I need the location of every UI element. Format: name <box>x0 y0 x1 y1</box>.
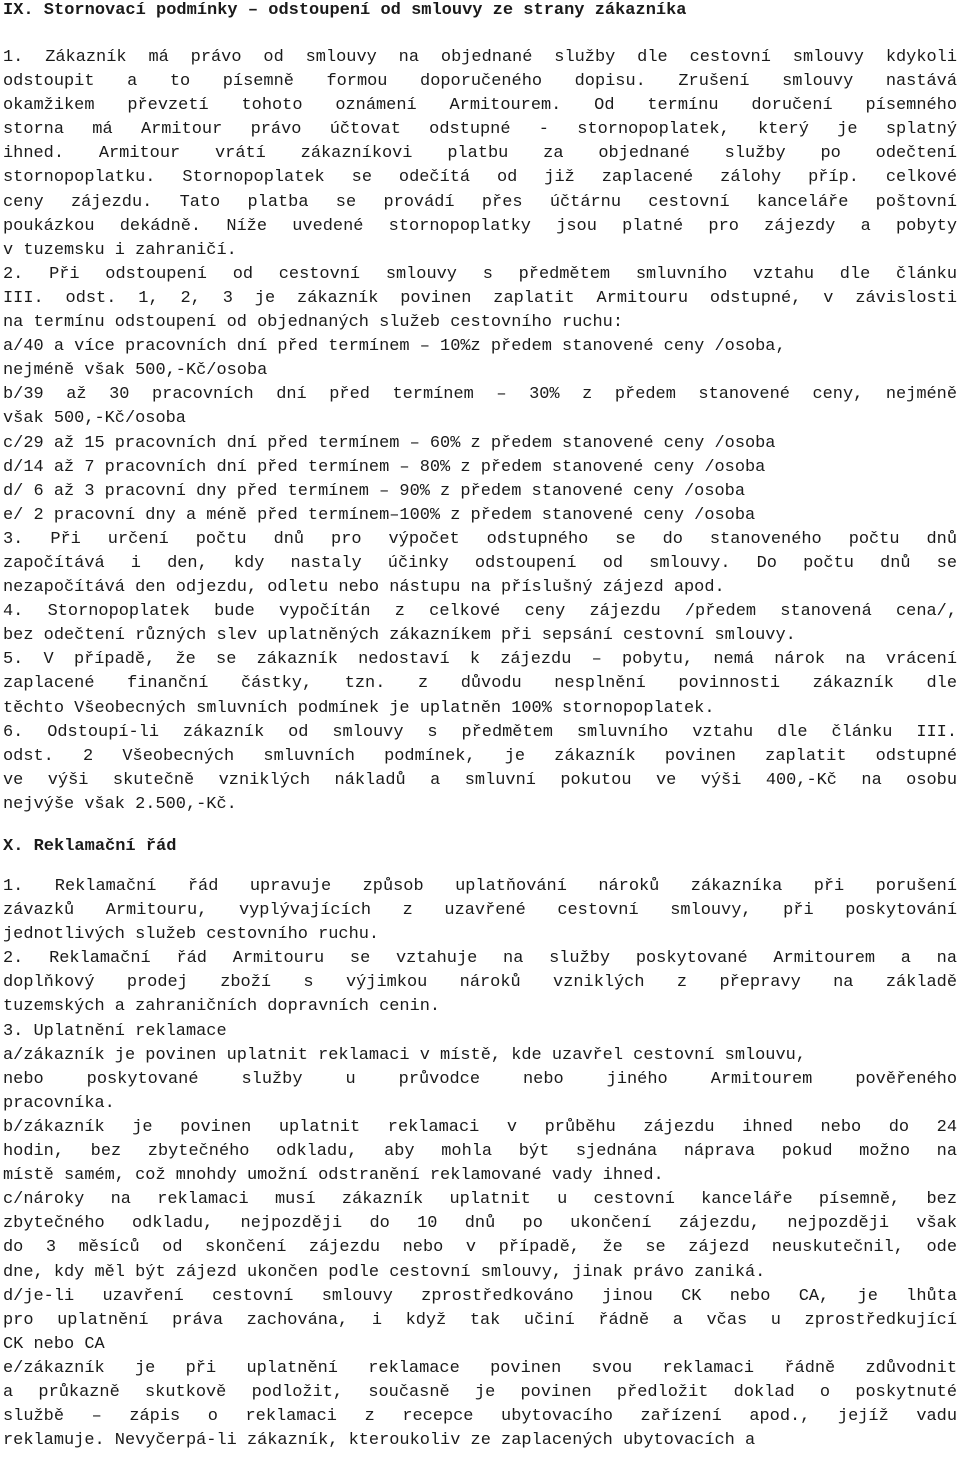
text-line: CK nebo CA <box>3 1334 105 1354</box>
text-line: d/je-li uzavření cestovní smlouvy zprostředkováno jinou CK nebo CA, je lhůta <box>3 1286 957 1306</box>
section-ix-body <box>3 46 957 817</box>
text-line: nejméně však 500,-Kč/osoba <box>3 361 268 381</box>
text-line: nejvýše však 2.500,-Kč. <box>3 794 237 814</box>
text-line: závazků Armitouru, vyplývajících z uzavřené cestovní smlouvy, při poskytování <box>3 901 957 921</box>
text-line: storna má Armitour právo účtovat odstupné - stornopoplatek, který je splatný <box>3 120 957 140</box>
text-line: však 500,-Kč/osoba <box>3 409 186 429</box>
text-line: do 3 měsíců od skončení zájezdu nebo v případě, že se zájezd neuskutečnil, ode <box>3 1238 957 1258</box>
text-line: 1. Reklamační řád upravuje způsob uplatňování nároků zákazníka při porušení <box>3 877 957 896</box>
text-line: 3. Uplatnění reklamace <box>3 1021 227 1041</box>
text-line: c/nároky na reklamaci musí zákazník uplatnit u cestovní kanceláře písemně, bez <box>3 1190 957 1210</box>
text-line: poukázkou dekádně. Níže uvedené stornopoplatky jsou platné pro zájezdy a pobyty <box>3 216 957 236</box>
text-line: místě samém, což mnohdy umožní odstranění reklamované vady ihned. <box>3 1166 664 1186</box>
text-line: nezapočítává den odjezdu, odletu nebo nástupu na příslušný zájezd apod. <box>3 578 725 598</box>
section-x-title: X. Reklamační řád <box>3 837 177 856</box>
text-line: 1. Zákazník má právo od smlouvy na objednané služby dle cestovní smlouvy kdykoli <box>3 48 957 67</box>
text-line: a průkazně skutkově podložit, současně je povinen předložit doklad o poskytnuté <box>3 1382 957 1402</box>
section-ix-title: IX. Stornovací podmínky – odstoupení od smlouvy ze strany zákazníka <box>3 1 687 20</box>
text-line: službě – zápis o reklamaci z recepce ubytovacího zařízení apod., jejíž vadu <box>3 1407 957 1427</box>
text-line: 5. V případě, že se zákazník nedostaví k zájezdu – pobytu, nemá nárok na vrácení <box>3 650 957 670</box>
text-line: III. odst. 1, 2, 3 je zákazník povinen zaplatit Armitouru odstupné, v závislosti <box>3 288 957 308</box>
text-line: ceny zájezdu. Tato platba se provádí přes účtárnu cestovní kanceláře poštovní <box>3 192 957 212</box>
text-line: a/zákazník je povinen uplatnit reklamaci v místě, kde uzavřel cestovní smlouvu, <box>3 1045 806 1065</box>
text-line: odstoupit a to písemně formou doporučeného dopisu. Zrušení smlouvy nastává <box>3 72 957 92</box>
text-line: stornopoplatku. Stornopoplatek se odečítá od již zaplacené zálohy příp. celkové <box>3 168 957 188</box>
text-line: na termínu odstoupení od objednaných služeb cestovního ruchu: <box>3 313 624 333</box>
text-line: nebo poskytované služby u průvodce nebo jiného Armitourem pověřeného <box>3 1069 957 1089</box>
text-line: c/29 až 15 pracovních dní před termínem – 60% z předem stanovené ceny /osoba <box>3 433 776 453</box>
text-line: doplňkový prodej zboží s výjimkou nároků vzniklých z přepravy na základě <box>3 973 957 993</box>
text-line: tuzemských a zahraničních dopravních cenin. <box>3 997 441 1017</box>
text-line: 3. Při určení počtu dnů pro výpočet odstupného se do stanoveného počtu dnů <box>3 529 957 549</box>
text-line: bez odečtení různých slev uplatněných zákazníkem při sepsání cestovní smlouvy. <box>3 626 796 646</box>
text-line: e/ 2 pracovní dny a méně před termínem–100% z předem stanovené ceny /osoba <box>3 505 756 525</box>
text-line: započítává i den, kdy nastaly účinky odstoupení od smlouvy. Do počtu dnů se <box>3 553 957 573</box>
text-line: 4. Stornopoplatek bude vypočítán z celkové ceny zájezdu /předem stanovená cena/, <box>3 602 957 622</box>
section-x-body <box>3 875 957 1453</box>
text-line: e/zákazník je při uplatnění reklamace povinen svou reklamaci řádně zdůvodnit <box>3 1358 957 1378</box>
text-line: těchto Všeobecných smluvních podmínek je uplatněn 100% stornopoplatek. <box>3 698 715 718</box>
text-line: zaplacené finanční částky, tzn. z důvodu nesplnění povinnosti zákazník dle <box>3 674 957 694</box>
text-line: okamžikem převzetí tohoto oznámení Armitourem. Od termínu doručení písemného <box>3 96 957 116</box>
text-line: pracovníka. <box>3 1093 115 1113</box>
text-line: zbytečného odkladu, nejpozději do 10 dnů po ukončení zájezdu, nejpozději však <box>3 1214 957 1234</box>
text-line: ve výši skutečně vzniklých nákladů a smluvní pokutou ve výši 400,-Kč na osobu <box>3 770 957 790</box>
text-line: jednotlivých služeb cestovního ruchu. <box>3 925 380 945</box>
text-line: b/39 až 30 pracovních dní před termínem – 30% z předem stanovené ceny, nejméně <box>3 385 957 405</box>
text-line: dne, kdy měl být zájezd ukončen podle cestovní smlouvy, jinak právo zaniká. <box>3 1262 766 1282</box>
document-page <box>3 0 957 1453</box>
text-line: 2. Reklamační řád Armitouru se vztahuje na služby poskytované Armitourem a na <box>3 949 957 969</box>
text-line: b/zákazník je povinen uplatnit reklamaci v průběhu zájezdu ihned nebo do 24 <box>3 1117 957 1137</box>
text-line: ihned. Armitour vrátí zákazníkovi platbu za objednané služby po odečtení <box>3 144 957 164</box>
text-line: 2. Při odstoupení od cestovní smlouvy s předmětem smluvního vztahu dle článku <box>3 264 957 284</box>
text-line: d/ 6 až 3 pracovní dny před termínem – 90% z předem stanovené ceny /osoba <box>3 481 745 501</box>
text-line: v tuzemsku i zahraničí. <box>3 240 237 260</box>
text-line: odst. 2 Všeobecných smluvních podmínek, je zákazník povinen zaplatit odstupné <box>3 746 957 766</box>
text-line: d/14 až 7 pracovních dní před termínem – 80% z předem stanovené ceny /osoba <box>3 457 766 477</box>
text-line: 6. Odstoupí-li zákazník od smlouvy s předmětem smluvního vztahu dle článku III. <box>3 722 957 742</box>
text-line: a/40 a více pracovních dní před termínem – 10%z předem stanovené ceny /osoba, <box>3 337 786 357</box>
text-line: pro uplatnění práva zachována, i když tak učiní řádně a včas u zprostředkující <box>3 1310 957 1330</box>
text-line: hodin, bez zbytečného odkladu, aby mohla být sjednána náprava pokud možno na <box>3 1142 957 1162</box>
text-line: reklamuje. Nevyčerpá-li zákazník, kteroukoliv ze zaplacených ubytovacích a <box>3 1431 756 1451</box>
